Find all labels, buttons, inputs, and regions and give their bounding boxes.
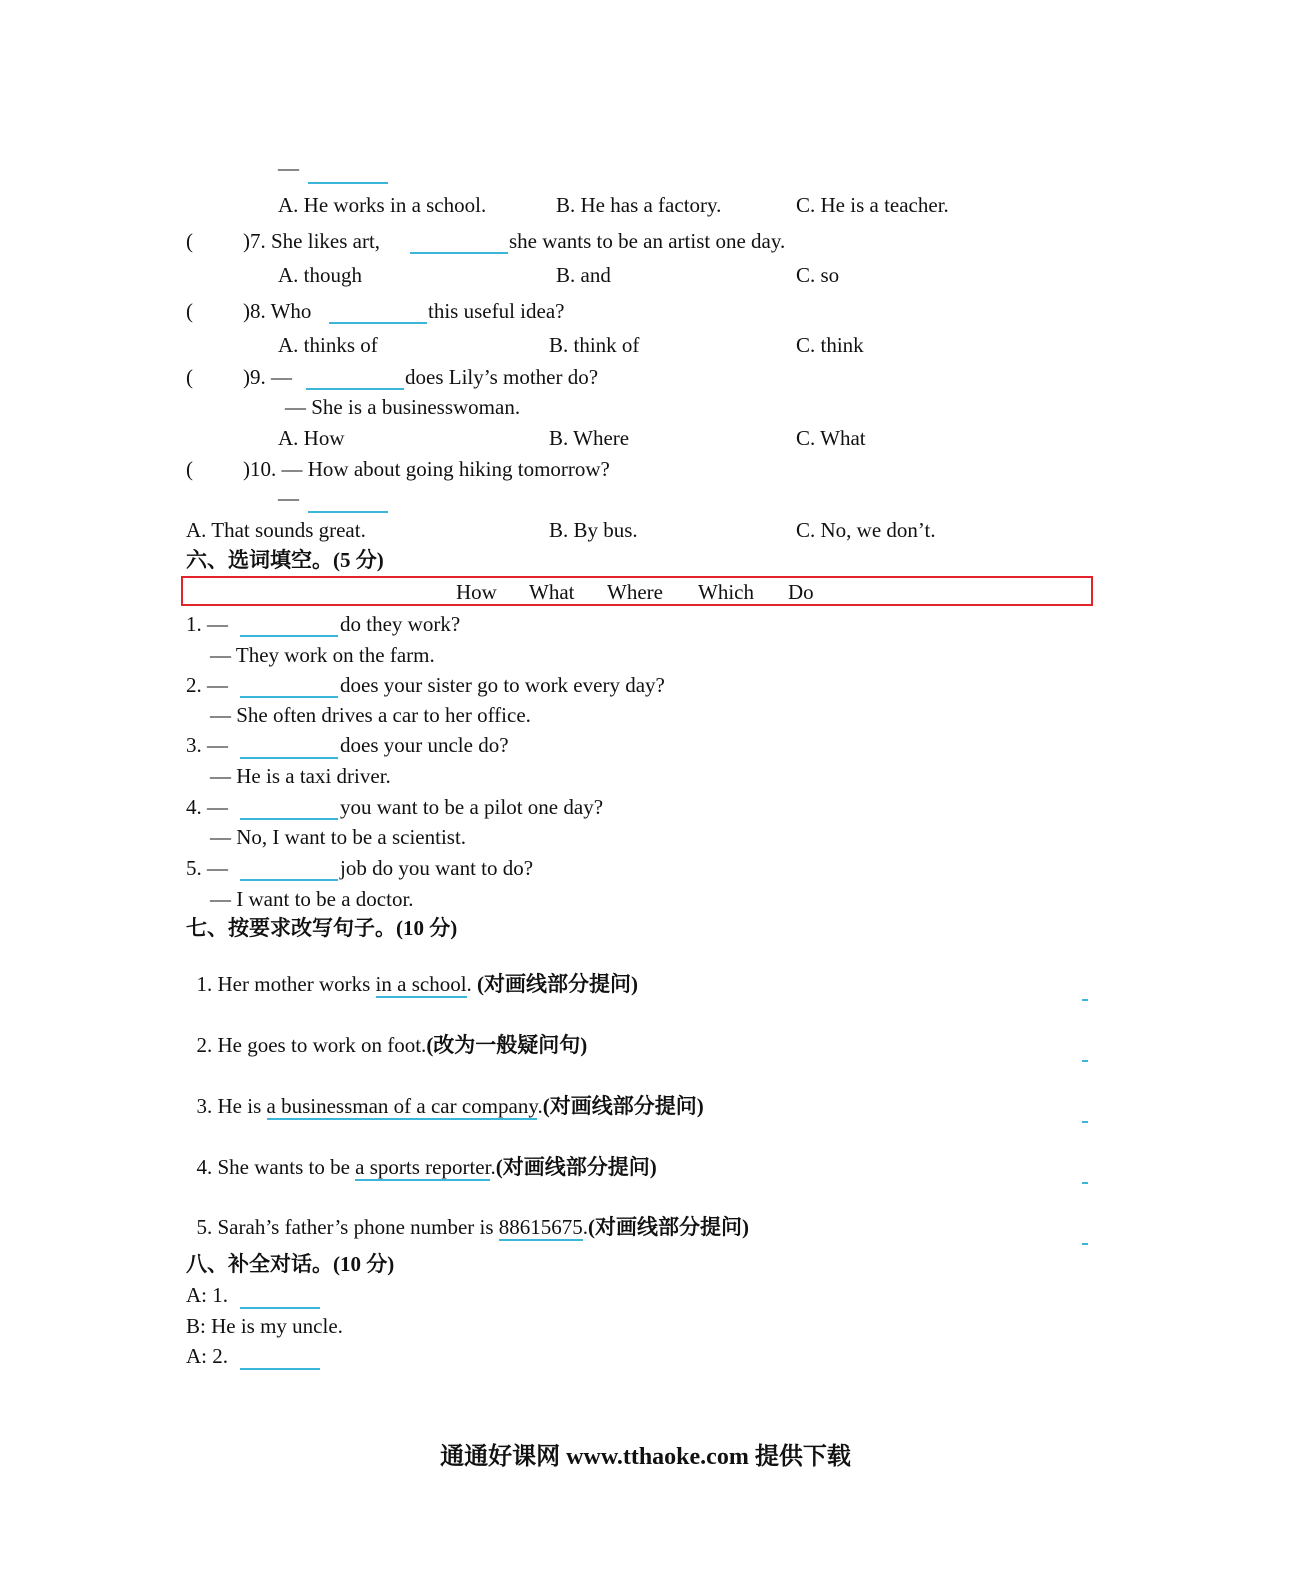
answer-blank[interactable] [240, 757, 338, 759]
option-a: A. How [278, 426, 345, 450]
answer-blank[interactable] [308, 182, 388, 184]
answer-blank[interactable] [240, 635, 338, 637]
option-c: C. What [796, 426, 866, 450]
word-bank-word: Which [698, 580, 754, 604]
word-bank-word: Do [788, 580, 814, 604]
requirement-note: (对画线部分提问) [477, 972, 639, 996]
sentence-text: 5. Sarah’s father’s phone number is [196, 1215, 499, 1239]
answer-blank[interactable] [410, 252, 508, 254]
underlined-part: a sports reporter [355, 1155, 491, 1179]
requirement-note: (对画线部分提问) [542, 1094, 704, 1118]
sentence-text: 3. He is [196, 1094, 267, 1118]
word-bank-word: How [456, 580, 497, 604]
paren-open: ( [186, 299, 193, 323]
sentence-text: 1. Her mother works [196, 972, 376, 996]
answer-line-mark[interactable] [1082, 1121, 1088, 1123]
item-answer: — No, I want to be a scientist. [210, 825, 467, 849]
answer-blank[interactable] [240, 1307, 320, 1309]
item-answer: — She often drives a car to her office. [210, 703, 531, 727]
option-c: C. He is a teacher. [796, 193, 949, 217]
word-bank-word: What [529, 580, 575, 604]
answer-blank[interactable] [240, 696, 338, 698]
item-question: does your uncle do? [340, 733, 509, 757]
question-8-end: this useful idea? [428, 299, 565, 323]
item-number: 3. — [186, 733, 228, 757]
dialogue-line: B: He is my uncle. [186, 1314, 343, 1338]
option-b: B. think of [549, 333, 640, 357]
item-question: do they work? [340, 612, 461, 636]
answer-line-mark[interactable] [1082, 1243, 1088, 1245]
question-9-answer: — She is a businesswoman. [285, 395, 521, 419]
option-c: C. No, we don’t. [796, 518, 936, 542]
sentence-end: . [490, 1155, 496, 1179]
option-b: B. By bus. [549, 518, 638, 542]
sentence-end: . [582, 1215, 589, 1239]
answer-blank[interactable] [308, 511, 388, 513]
dash: — [278, 156, 299, 180]
section-title: 七、按要求改写句子。(10 分) [186, 916, 458, 940]
question-10: )10. — How about going hiking tomorrow? [243, 457, 610, 481]
option-a: A. He works in a school. [278, 193, 487, 217]
sentence-text: 2. He goes to work on foot. [196, 1033, 427, 1057]
item-number: 4. — [186, 795, 228, 819]
option-a: A. though [278, 263, 362, 287]
dialogue-line: A: 2. [186, 1344, 228, 1368]
paren-open: ( [186, 365, 193, 389]
question-9-end: does Lily’s mother do? [405, 365, 599, 389]
answer-blank[interactable] [240, 818, 338, 820]
sentence-end: . [537, 1094, 543, 1118]
underlined-part: a businessman of a car company [266, 1094, 538, 1118]
section-title: 六、选词填空。(5 分) [186, 548, 384, 572]
item-answer: — I want to be a doctor. [210, 887, 414, 911]
sentence-text: 4. She wants to be [196, 1155, 356, 1179]
item-question: you want to be a pilot one day? [340, 795, 604, 819]
item-number: 1. — [186, 612, 228, 636]
sentence-end: . [466, 972, 478, 996]
answer-blank[interactable] [306, 388, 404, 390]
rewrite-item [186, 1009, 587, 1057]
dash: — [278, 486, 299, 510]
requirement-note: (对画线部分提问) [495, 1155, 657, 1179]
option-c: C. so [796, 263, 840, 287]
item-question: does your sister go to work every day? [340, 673, 665, 697]
section-title: 八、补全对话。(10 分) [186, 1252, 395, 1276]
answer-blank[interactable] [329, 322, 427, 324]
item-number: 5. — [186, 856, 228, 880]
dialogue-line: A: 1. [186, 1283, 228, 1307]
underlined-part: in a school [375, 972, 467, 996]
rewrite-item [186, 948, 638, 996]
paren-open: ( [186, 229, 193, 253]
item-answer: — They work on the farm. [210, 643, 435, 667]
requirement-note: (改为一般疑问句) [426, 1033, 588, 1057]
question-7-end: she wants to be an artist one day. [509, 229, 786, 253]
item-answer: — He is a taxi driver. [210, 764, 391, 788]
rewrite-item [186, 1070, 704, 1118]
question-7-start: )7. She likes art, [243, 229, 381, 253]
question-9-start: )9. — [243, 365, 292, 389]
paren-open: ( [186, 457, 193, 481]
rewrite-item [186, 1131, 657, 1179]
option-b: B. and [556, 263, 611, 287]
answer-blank[interactable] [240, 879, 338, 881]
footer-text: 通通好课网 www.tthaoke.com 提供下载 [440, 1444, 851, 1470]
answer-line-mark[interactable] [1082, 1060, 1088, 1062]
requirement-note: (对画线部分提问) [588, 1215, 750, 1239]
rewrite-item [186, 1191, 749, 1239]
option-a: A. thinks of [278, 333, 378, 357]
option-c: C. think [796, 333, 864, 357]
word-bank-word: Where [607, 580, 663, 604]
option-b: B. Where [549, 426, 630, 450]
item-question: job do you want to do? [340, 856, 534, 880]
underlined-part: 88615675 [498, 1215, 583, 1239]
option-b: B. He has a factory. [556, 193, 722, 217]
answer-blank[interactable] [240, 1368, 320, 1370]
question-8-start: )8. Who [243, 299, 312, 323]
option-a: A. That sounds great. [186, 518, 366, 542]
item-number: 2. — [186, 673, 228, 697]
answer-line-mark[interactable] [1082, 1182, 1088, 1184]
answer-line-mark[interactable] [1082, 999, 1088, 1001]
